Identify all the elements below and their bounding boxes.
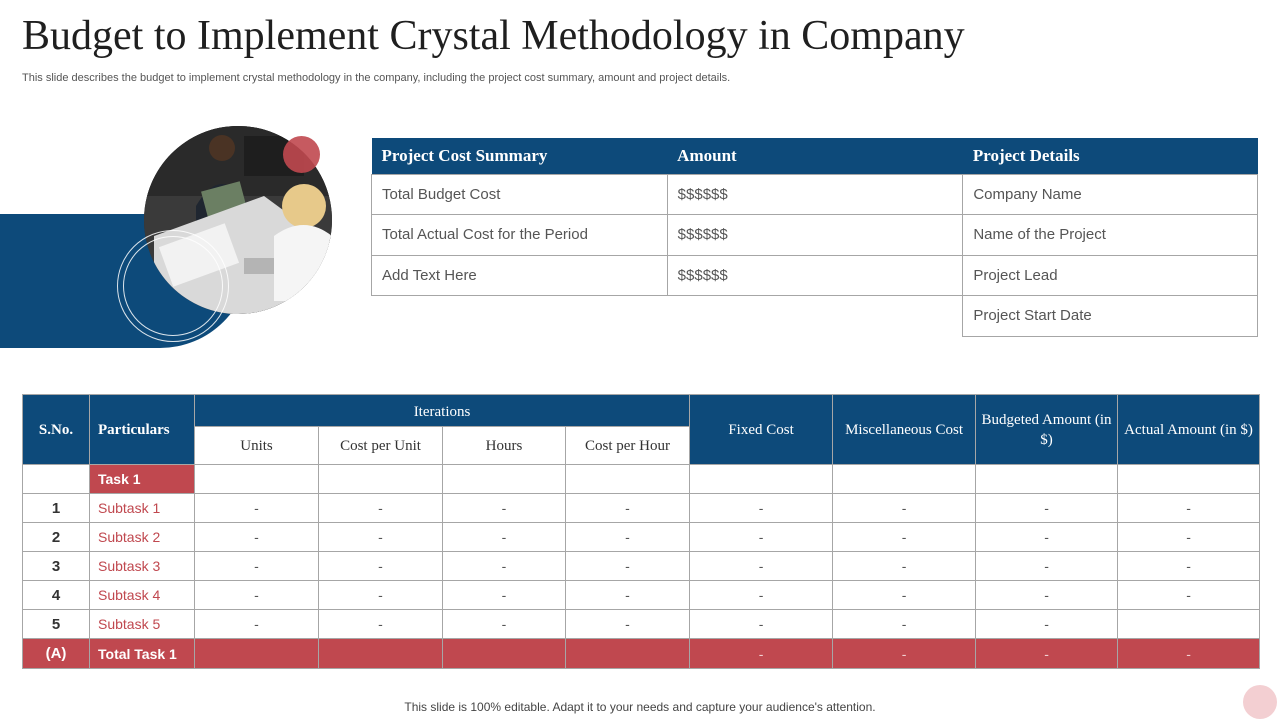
footer-note: This slide is 100% editable. Adapt it to your needs and capture your audience's attention. [404, 700, 876, 714]
table-row [23, 494, 1260, 523]
table-cell: - [1118, 639, 1260, 669]
header-misc-cost: Miscellaneous Cost [833, 395, 976, 465]
cost-table-row [372, 174, 1258, 215]
sno-cell: 2 [23, 523, 90, 552]
table-cell: - [690, 610, 833, 639]
total-label: Total Task 1 [90, 639, 195, 669]
header-actual-amount: Actual Amount (in $) [1118, 395, 1260, 465]
project-cost-summary-table [371, 138, 1258, 337]
cost-table-row [372, 255, 1258, 296]
subtask-name: Subtask 3 [90, 552, 195, 581]
header-particulars: Particulars [90, 395, 195, 465]
table-cell: - [833, 639, 976, 669]
table-cell [319, 465, 443, 494]
table-cell: - [566, 581, 690, 610]
subtask-name: Subtask 4 [90, 581, 195, 610]
table-cell: - [833, 494, 976, 523]
table-cell: - [443, 610, 566, 639]
cost-summary-cell: Add Text Here [372, 255, 668, 296]
table-cell: - [976, 552, 1118, 581]
table-cell: - [833, 552, 976, 581]
table-cell: - [443, 523, 566, 552]
decorative-red-dot [283, 136, 320, 173]
table-cell: - [195, 523, 319, 552]
table-cell: - [690, 523, 833, 552]
header-cost-per-unit: Cost per Unit [319, 427, 443, 465]
table-row [23, 581, 1260, 610]
header-budgeted-amount: Budgeted Amount (in $) [976, 395, 1118, 465]
table-cell: - [1118, 552, 1260, 581]
table-cell: - [319, 494, 443, 523]
table-cell [195, 639, 319, 669]
table-cell: - [566, 494, 690, 523]
header-sno: S.No. [23, 395, 90, 465]
table-cell: - [443, 581, 566, 610]
table-cell [443, 639, 566, 669]
table-cell: - [976, 523, 1118, 552]
table-cell: - [443, 494, 566, 523]
table-cell [566, 465, 690, 494]
table-cell: - [976, 610, 1118, 639]
header-units: Units [195, 427, 319, 465]
table-cell: - [976, 581, 1118, 610]
header-hours: Hours [443, 427, 566, 465]
table-cell: - [195, 581, 319, 610]
page-title: Budget to Implement Crystal Methodology in Company [22, 13, 965, 59]
table-cell: - [690, 639, 833, 669]
table-cell: - [566, 610, 690, 639]
subtask-name: Subtask 1 [90, 494, 195, 523]
amount-cell [667, 296, 963, 337]
header-cost-per-hour: Cost per Hour [566, 427, 690, 465]
decorative-corner-dot [1243, 685, 1277, 719]
table-row [23, 610, 1260, 639]
table-cell [443, 465, 566, 494]
cost-table-row [372, 296, 1258, 337]
task-table-header-row [23, 395, 1260, 427]
header-amount: Amount [667, 138, 963, 174]
table-cell: - [976, 494, 1118, 523]
table-cell: - [566, 523, 690, 552]
table-cell: - [319, 581, 443, 610]
table-cell [833, 465, 976, 494]
table-cell: - [833, 581, 976, 610]
table-cell: - [195, 494, 319, 523]
table-cell [566, 639, 690, 669]
subtask-name: Subtask 2 [90, 523, 195, 552]
table-cell: - [1118, 523, 1260, 552]
table-cell: - [443, 552, 566, 581]
page-subtitle: This slide describes the budget to implement crystal methodology in the company, including the project cost summary, amount and project details. [22, 72, 731, 84]
table-cell: - [833, 610, 976, 639]
table-cell: - [690, 581, 833, 610]
cost-summary-cell: Total Budget Cost [372, 174, 668, 215]
sno-cell: 4 [23, 581, 90, 610]
header-fixed-cost: Fixed Cost [690, 395, 833, 465]
table-cell: - [690, 552, 833, 581]
decorative-ring-inner [123, 236, 223, 336]
table-cell: - [690, 494, 833, 523]
table-cell: - [976, 639, 1118, 669]
sno-cell: 5 [23, 610, 90, 639]
project-detail-cell: Name of the Project [963, 215, 1258, 256]
task-budget-table [22, 394, 1260, 669]
project-detail-cell: Project Lead [963, 255, 1258, 296]
table-cell [1118, 610, 1260, 639]
table-cell [195, 465, 319, 494]
project-detail-cell: Project Start Date [963, 296, 1258, 337]
table-cell: - [1118, 581, 1260, 610]
task-header-row [23, 465, 1260, 494]
table-cell [976, 465, 1118, 494]
table-cell: - [566, 552, 690, 581]
table-cell: - [319, 610, 443, 639]
table-cell: - [1118, 494, 1260, 523]
table-cell: - [319, 523, 443, 552]
table-cell [1118, 465, 1260, 494]
header-project-cost-summary: Project Cost Summary [372, 138, 668, 174]
subtask-name: Subtask 5 [90, 610, 195, 639]
table-cell: - [319, 552, 443, 581]
table-cell [23, 465, 90, 494]
sno-cell: 3 [23, 552, 90, 581]
amount-cell: $$$$$$ [667, 215, 963, 256]
cost-summary-cell [372, 296, 668, 337]
amount-cell: $$$$$$ [667, 255, 963, 296]
task-label: Task 1 [90, 465, 195, 494]
amount-cell: $$$$$$ [667, 174, 963, 215]
table-cell [319, 639, 443, 669]
total-sno-cell: (A) [23, 639, 90, 669]
table-row [23, 552, 1260, 581]
sno-cell: 1 [23, 494, 90, 523]
table-cell: - [195, 610, 319, 639]
table-cell [690, 465, 833, 494]
header-project-details: Project Details [963, 138, 1258, 174]
table-cell: - [195, 552, 319, 581]
project-detail-cell: Company Name [963, 174, 1258, 215]
table-row [23, 523, 1260, 552]
cost-table-row [372, 215, 1258, 256]
cost-table-header-row [372, 138, 1258, 174]
total-row [23, 639, 1260, 669]
cost-summary-cell: Total Actual Cost for the Period [372, 215, 668, 256]
header-iterations: Iterations [195, 395, 690, 427]
table-cell: - [833, 523, 976, 552]
